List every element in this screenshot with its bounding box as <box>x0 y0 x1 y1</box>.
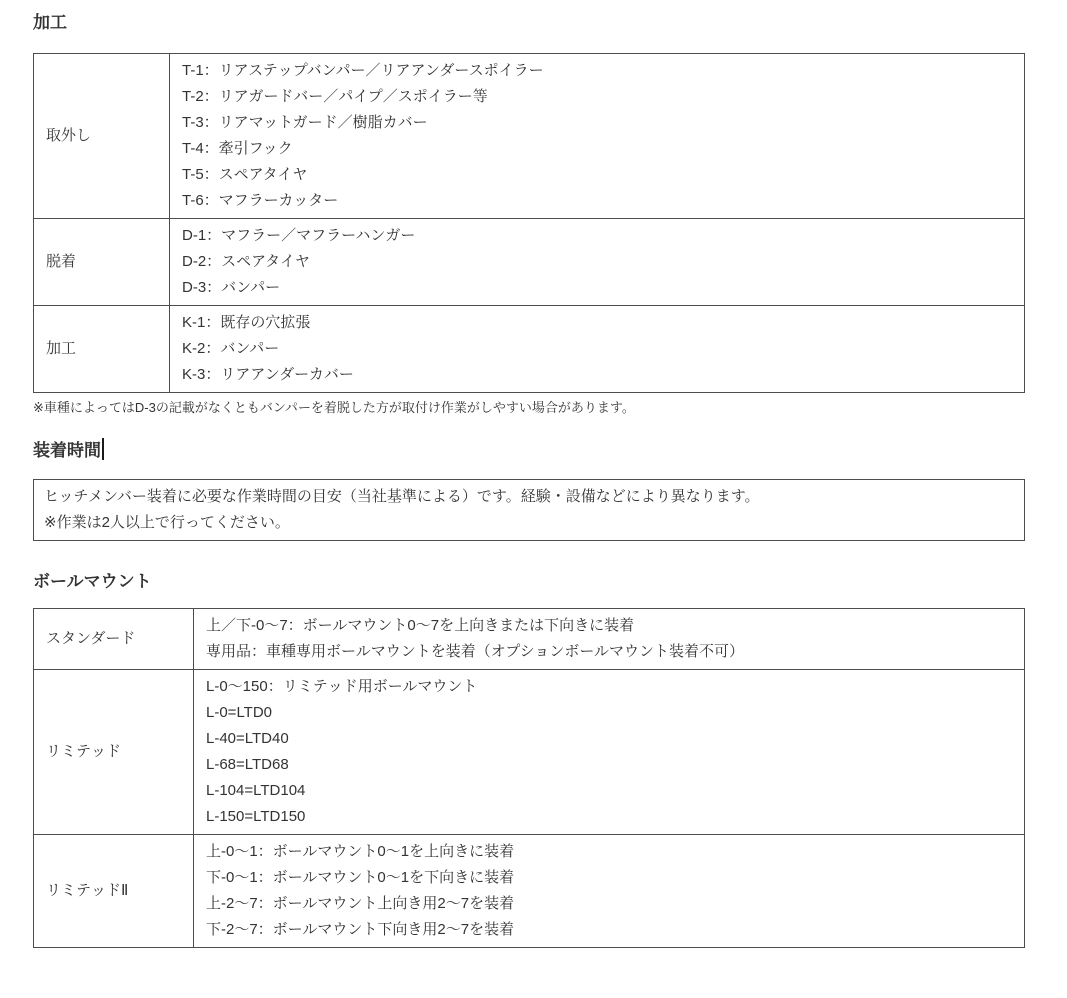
content-line: K-1：既存の穴拡張 <box>182 314 311 331</box>
installation-time-box <box>33 479 1025 541</box>
content-line: D-1：マフラー／マフラーハンガー <box>182 227 416 244</box>
section-heading-installation-time <box>33 438 1067 462</box>
table-row-machining <box>34 306 1025 393</box>
content-line: D-3：バンパー <box>182 279 281 296</box>
content-line: 上／下-0～7：ボールマウント0～7を上向きまたは下向きに装着 <box>206 617 635 634</box>
content-line: ヒッチメンバー装着に必要な作業時間の目安（当社基準による）です。経験・設備などにより異なります。 <box>44 488 760 505</box>
text-caret <box>102 438 104 460</box>
processing-table <box>33 53 1025 393</box>
table-row-standard <box>34 609 1025 670</box>
content-line: L-68=LTD68 <box>206 756 289 773</box>
row-label: 取外し <box>34 54 170 219</box>
content-line: ※作業は2人以上で行ってください。 <box>44 514 290 531</box>
section-heading-processing: 加工 <box>33 13 67 32</box>
row-content <box>194 670 1025 835</box>
row-content <box>194 609 1025 670</box>
content-line: L-40=LTD40 <box>206 730 289 747</box>
content-line: 上-0～1：ボールマウント0～1を上向きに装着 <box>206 843 515 860</box>
content-line: 専用品：車種専用ボールマウントを装着（オプションボールマウント装着不可） <box>206 643 745 660</box>
row-label: 脱着 <box>34 219 170 306</box>
table-row-limited <box>34 670 1025 835</box>
content-line: L-150=LTD150 <box>206 808 306 825</box>
table-row-detach <box>34 219 1025 306</box>
row-label: リミテッド <box>34 670 194 835</box>
row-content <box>170 54 1025 219</box>
content-line: T-2：リアガードバー／パイプ／スポイラー等 <box>182 88 488 105</box>
content-line: 下-2～7：ボールマウント下向き用2～7を装着 <box>206 921 515 938</box>
content-line: L-0～150：リミテッド用ボールマウント <box>206 678 478 695</box>
content-line: L-0=LTD0 <box>206 704 273 721</box>
content-line: T-4：牽引フック <box>182 140 293 157</box>
row-content <box>170 306 1025 393</box>
row-content <box>194 835 1025 948</box>
table-row-removal <box>34 54 1025 219</box>
row-label: 加工 <box>34 306 170 393</box>
content-line: T-3：リアマットガード／樹脂カバー <box>182 114 428 131</box>
row-label: スタンダード <box>34 609 194 670</box>
section-heading-ball-mount: ボールマウント <box>33 572 152 591</box>
content-line: T-1：リアステップバンパー／リアアンダースポイラー <box>182 62 544 79</box>
section-heading-installation-time-label: 装着時間 <box>33 441 101 460</box>
content-line: T-6：マフラーカッター <box>182 192 339 209</box>
content-line: T-5：スペアタイヤ <box>182 166 308 183</box>
ball-mount-table <box>33 608 1025 948</box>
content-line: 上-2～7：ボールマウント上向き用2～7を装着 <box>206 895 515 912</box>
row-content <box>170 219 1025 306</box>
content-line: D-2：スペアタイヤ <box>182 253 310 270</box>
footnote: ※車種によってはD-3の記載がなくともバンパーを着脱した方が取付け作業がしやすい場合があります。 <box>33 400 635 415</box>
content-line: L-104=LTD104 <box>206 782 306 799</box>
content-line: K-3：リアアンダーカバー <box>182 366 354 383</box>
row-label: リミテッドⅡ <box>34 835 194 948</box>
content-line: 下-0～1：ボールマウント0～1を下向きに装着 <box>206 869 515 886</box>
table-row-limited-2 <box>34 835 1025 948</box>
content-line: K-2：バンパー <box>182 340 280 357</box>
